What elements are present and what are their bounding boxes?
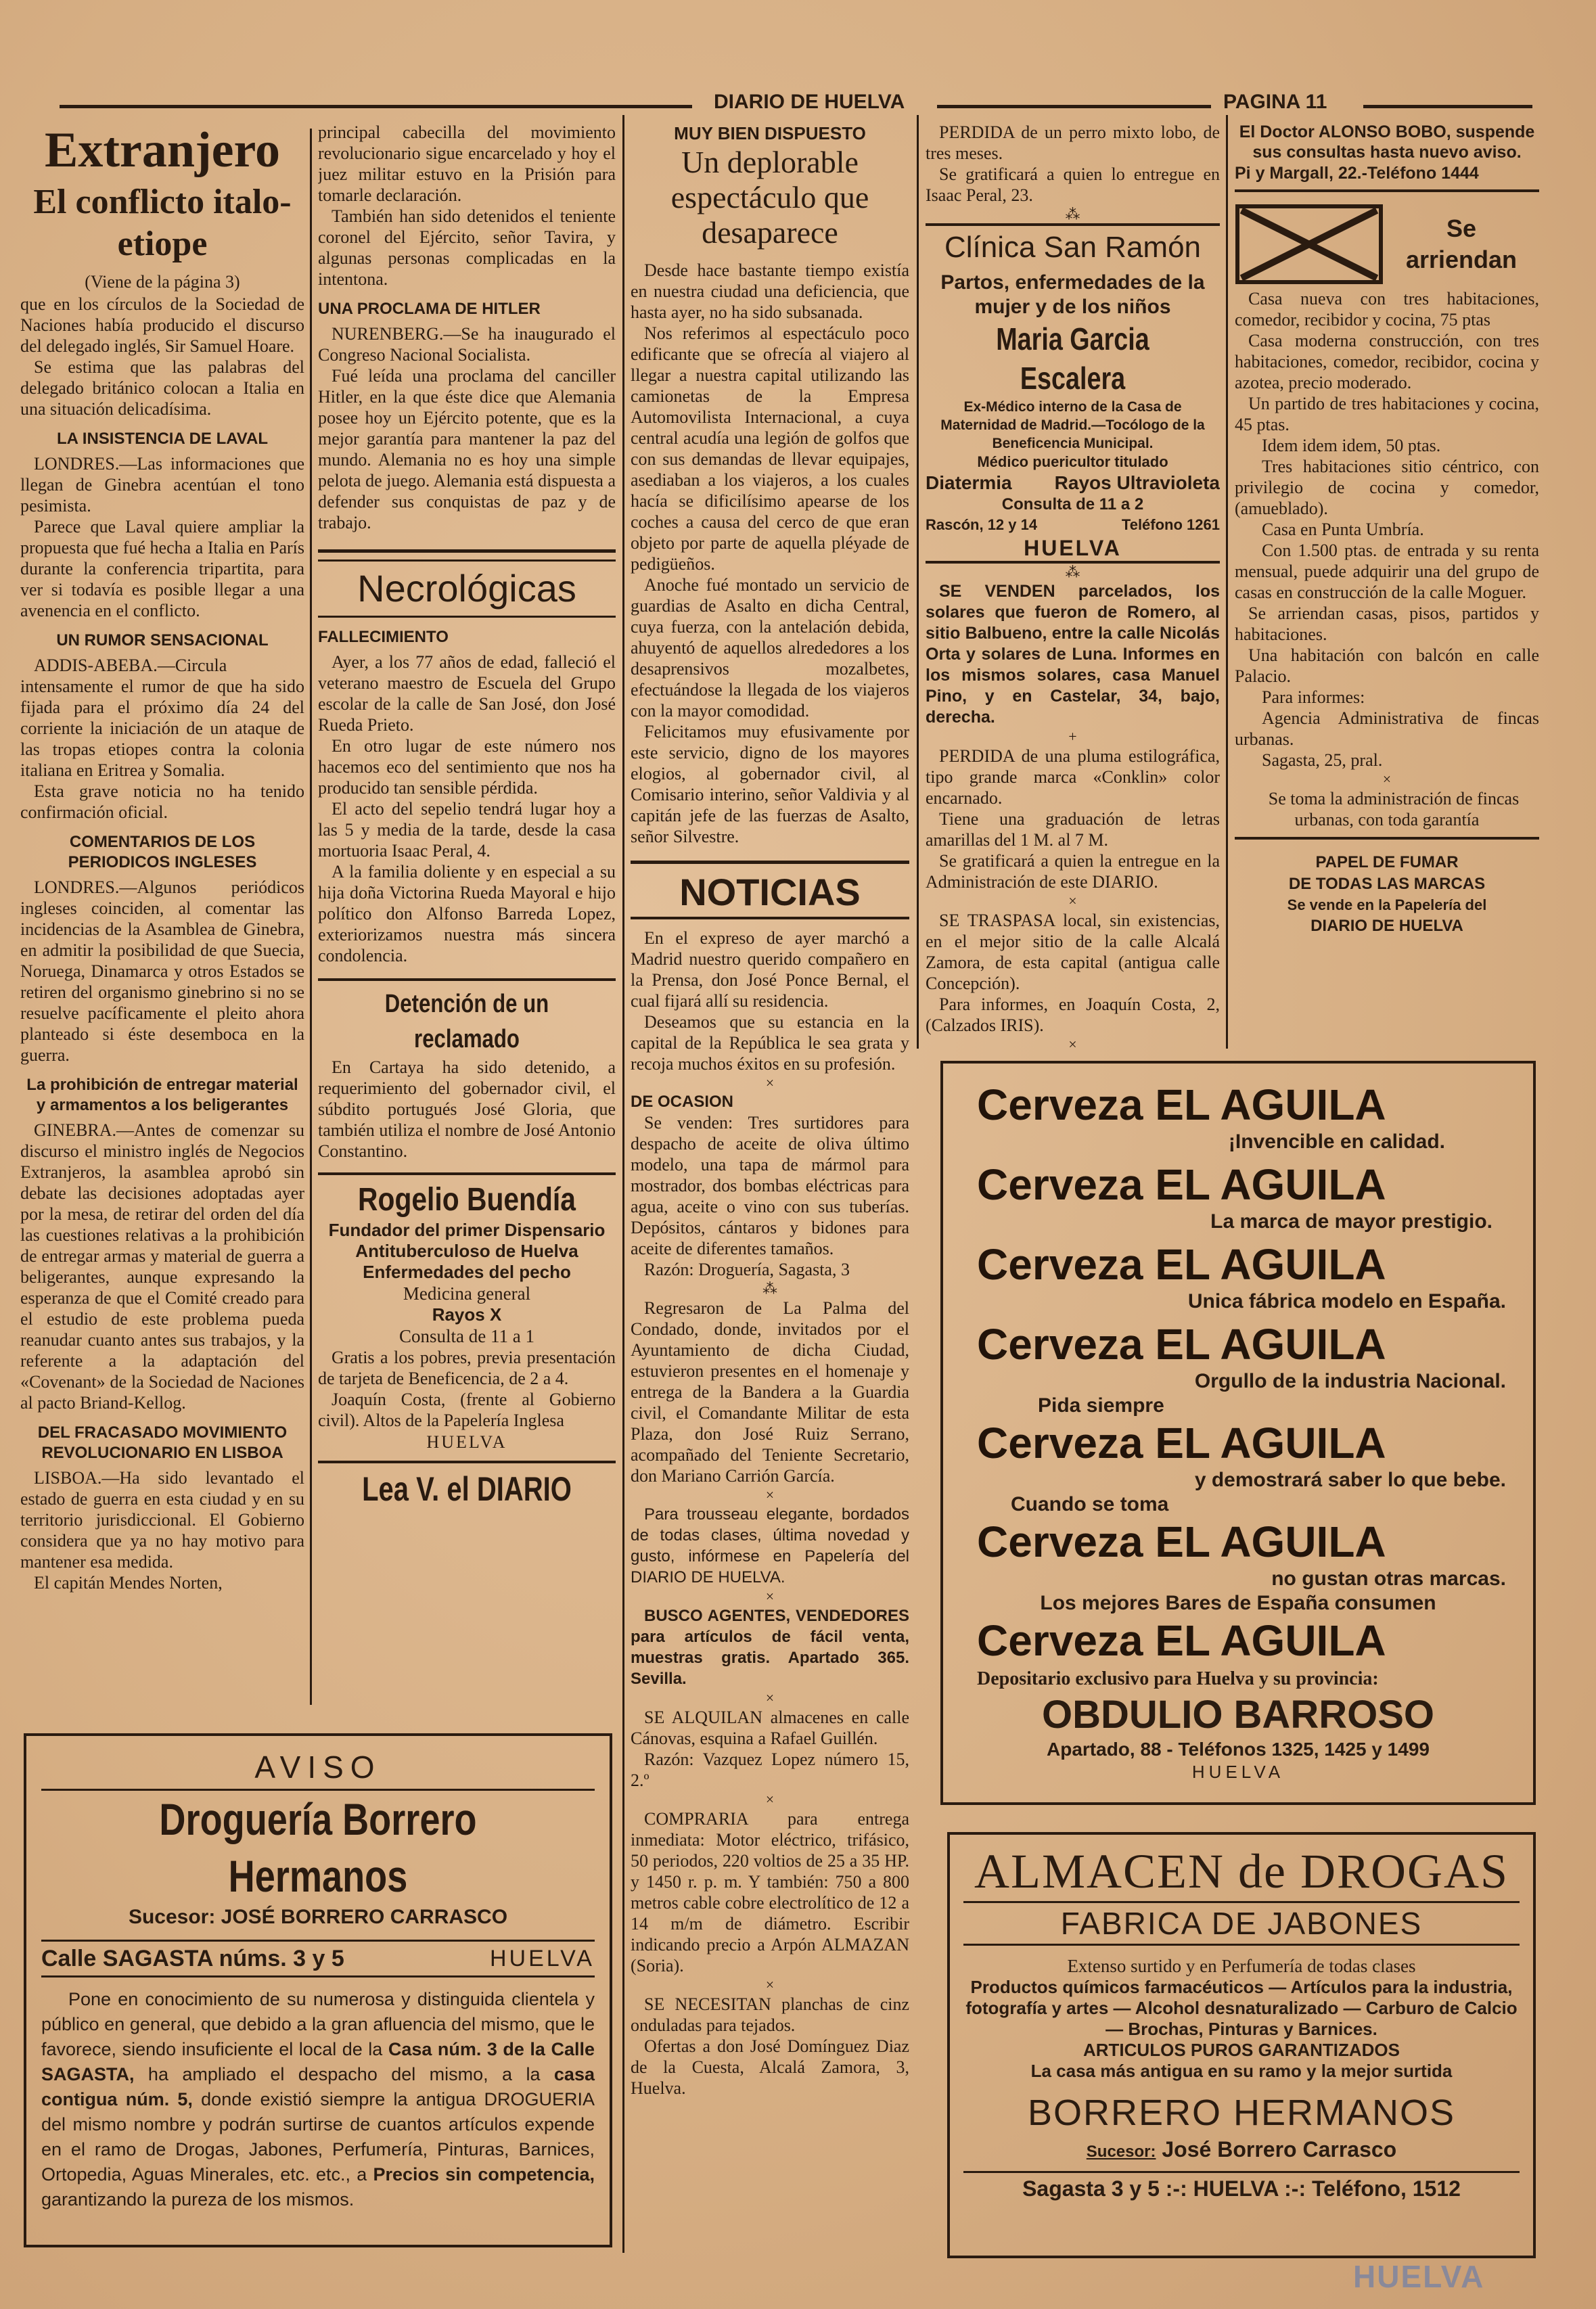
listing: Una habitación con balcón en calle Palacio. [1235,645,1539,686]
notice-bobo-address: Pi y Margall, 22.-Teléfono 1444 [1235,164,1479,183]
ad-brand: Cerveza EL AGUILA [977,1419,1386,1467]
listing: Con 1.500 ptas. de entrada y su renta mensual, puede adquirir una del grupo de casas en construcción de la calle Moguer. [1235,541,1539,602]
headline: Un deplorable espectáculo que desaparece [670,145,869,250]
ad-cerveza-aguila [940,1061,1536,1805]
arriendan-header [1235,200,1539,288]
aviso-sucesor: Sucesor: JOSÉ BORRERO CARRASCO [128,1906,508,1928]
paragraph: Fué leída una proclama del canciller Hitler, en la que éste dice que Alemania posee hoy un Ejército potente, que es la mejor garantía para mantener la paz del mundo. Alemania no es hoy una simple pelota de juego. Alemania está dispuesta a defender sus conquistas de paz y de trabajo. [318,366,616,532]
continuation: (Viene de la página 3) [85,272,240,292]
paragraph: Se estima que las palabras del delegado británico colocan a Italia en una situación delicadísima. [20,357,304,419]
ad-buendia-line: Fundador del primer Dispensario Antituberculoso de Huelva [328,1220,606,1261]
paragraph: Nos referimos al espectáculo poco edificante que se ofrecía al viajero al llegar a nuestra capital utilizando las camionetas de la Empresa Automovilista Internacional, a cuya central acudía una legión de golfos que con sus demandas de llevar equipajes, asediaban a los viajeros, a los cuales hacía se dificilísimo apearse de los coches a causa del cerco de que eran objeto por parte de aquella pléyade de pedigüeños. [631,323,909,574]
subhead: UNA PROCLAMA DE HITLER [318,300,541,318]
almacen-sucesor: José Borrero Carrasco [1162,2137,1397,2162]
almacen-line: Productos químicos farmacéuticos — Artículos para la industria, fotografía y artes — Alcohol desnaturalizado — Carburo de Calcio — Brochas, Pinturas y Barnices. [965,1977,1518,2039]
arriendan-se: Se [1446,214,1477,242]
arriendan-word: arriendan [1405,246,1518,273]
ad-tagline: Unica fábrica modelo en España. [1187,1290,1506,1312]
ad-apartado: Apartado, 88 - Teléfonos 1325, 1425 y 1499 [1047,1739,1430,1760]
almacen-line: Extenso surtido y en Perfumería de todas clases [1067,1956,1416,1976]
almacen-fabrica: FABRICA DE JABONES [963,1901,1520,1946]
listing: Idem idem idem, 50 ptas. [1262,436,1441,455]
aviso-text-part: garantizando la pureza de los mismos. [41,2189,355,2210]
listing: Se toma la administración de fincas urbanas, con toda garantía [1268,789,1520,829]
separator: × [765,1689,775,1706]
ad-buendia-city: HUELVA [426,1432,507,1452]
almacen-sucesor-row [963,2136,1520,2166]
ad-brand: Cerveza EL AGUILA [977,1320,1386,1369]
paragraph: Se gratificará a quien la entregue en la Administración de este DIARIO. [926,851,1220,892]
paragraph: También han sido detenidos el teniente coronel del Ejército, señor Tavira, y algunas personas complicadas en la intentona. [318,206,616,289]
subhead: LA INSISTENCIA DE LAVAL [57,430,268,448]
paragraph: principal cabecilla del movimiento revolucionario sigue encarcelado y hoy el juez militar estuvo en la Prisión para tomarle declaración. [318,122,616,205]
ad-tagline: Orgullo de la industria Nacional. [1194,1370,1506,1392]
column-two [318,122,616,1705]
separator: ⁂ [1065,564,1080,580]
column-rule [622,115,624,2253]
paragraph: Desde hace bastante tiempo existía en nuestra ciudad una deficiencia, que hasta ayer, no ha sido subsanada. [631,260,909,322]
aviso-text-part: Pone en conocimiento de su numerosa y distinguida clientela y público en general, que debido a la gran afluencia del mismo, que le favorece, siendo insuficiente el local de la [41,1989,595,2059]
ad-buendia-text: Gratis a los pobres, previa presentación de tarjeta de Beneficencia, de 2 a 4. [318,1348,616,1388]
clinica-title: Clínica San Ramón [926,223,1220,267]
paragraph: Felicitamos muy efusivamente por este servicio, digno de los mayores elogios, al gobernador civil, al Comisario interino, señor Valdivia y al capitán jefe de las fuerzas de Asalto, señor Silvestre. [631,722,909,846]
ad-buendia-line: Medicina general [403,1283,531,1304]
paragraph: Se gratificará a quien lo entregue en Isaac Peral, 23. [926,164,1220,205]
separator: × [765,1588,775,1605]
paragraph: Se venden: Tres surtidores para despacho de aceite de oliva último modelo, una tapa de mármol para mostrador, dos bombas eléctricas para agua, aceite o vino con sus tuberías. Depósitos, cántaros y bidones para aceite de diferentes tamaños. [631,1113,909,1258]
header-rule-far [1363,105,1532,108]
separator: × [765,1074,775,1091]
ad-brand: Cerveza EL AGUILA [977,1240,1386,1289]
divider [318,549,616,553]
paragraph: A la familia doliente y en especial a su hija doña Victorina Rueda Mayoral e hijo político don Alfonso Barreda Lopez, exteriorizamos nuestra más sincera condolencia. [318,862,616,965]
separator: × [765,1791,775,1808]
papel-line: DIARIO DE HUELVA [1310,917,1463,935]
ad-brand: Cerveza EL AGUILA [977,1616,1386,1665]
aviso-text-bold: Precios sin competencia, [373,2164,595,2185]
ad-tagline: no gustan otras marcas. [1271,1568,1506,1590]
separator: ⁂ [1065,206,1080,223]
paragraph: Ofertas a don José Domínguez Diaz de la Cuesta, Alcalá Zamora, 3, Huelva. [631,2036,909,2098]
paragraph: Anoche fué montado un servicio de guardias de Asalto en dicha Central, cuya fuerza, con la antelación debida, ahuyentó de aquellos alrededores a los desaprensivos mozalbetes, efectuándose la llegada de los viajeros con la mayor comodidad. [631,575,909,721]
separator: × [765,1486,775,1503]
paragraph: SE ALQUILAN almacenes en calle Cánovas, esquina a Rafael Guillén. [631,1708,909,1748]
paragraph: LONDRES.—Algunos periódicos ingleses coinciden, al comentar las incidencias de la Asamblea de Ginebra, en admitir la posibilidad de que Suecia, Noruega, Dinamarca y otros Estados se retiren del organismo ginebrino si no se resuelve pacíficamente el pleito ahora planteado si éste desemboca en la guerra. [20,877,304,1065]
clinica-line: Partos, enfermedades de la mujer y de los niños [940,271,1205,318]
almacen-line: La casa más antigua en su ramo y la mejor surtida [1030,2061,1453,2081]
paragraph: En el expreso de ayer marchó a Madrid nuestro querido compañero en la Prensa, don José Ponce Bernal, el cual fijará allí su residencia. [631,928,909,1011]
detencion-title: Detención de un reclamado [384,990,549,1053]
paragraph: PERDIDA de un perro mixto lobo, de tres meses. [926,122,1220,163]
ad-tagline: Pida siempre [1038,1394,1164,1417]
separator: + [1068,728,1077,745]
papel-line: Se vende en la Papelería del [1287,896,1487,913]
paragraph: Razón: Droguería, Sagasta, 3 [644,1260,850,1279]
listing: Casa en Punta Umbría. [1262,520,1424,539]
masthead: DIARIO DE HUELVA [714,91,905,113]
divider [1235,189,1539,192]
lea-el-diario: Lea V. el DIARIO [362,1470,572,1508]
paragraph: COMPRARIA para entrega inmediata: Motor eléctrico, trifásico, 50 periodos, 220 voltios de 25 a 35 HP. y 1450 r. p. m. Y también: 750 a 800 metros cable cobre electrolítico de 12 a 14 m/m de diámetro. Escribir indicando precio a Arpón ALMAZAN (Soria). [631,1809,909,1975]
kicker: MUY BIEN DISPUESTO [674,123,866,143]
ad-brand: Cerveza EL AGUILA [977,1517,1386,1566]
necrologicas-title: Necrológicas [318,559,616,618]
almacen-title: ALMACEN de DROGAS [974,1844,1509,1898]
arriendan-title [1384,213,1539,275]
subhead: UN RUMOR SENSACIONAL [56,631,269,649]
listing: Casa nueva con tres habitaciones, comedor, recibidor y cocina, 75 ptas [1235,289,1539,329]
separator: × [1068,1036,1077,1049]
paragraph: En otro lugar de este número nos hacemos eco del sentimiento que nos ha producido tan sensible pérdida. [318,736,616,798]
paragraph: NURENBERG.—Se ha inaugurado el Congreso Nacional Socialista. [318,324,616,365]
paragraph: En Cartaya ha sido detenido, a requerimiento del gobernador civil, el súbdito portugués José Gloria, que también utiliza el nombre de José Antonio Constantino. [318,1057,616,1161]
ad-tagline: y demostrará saber lo que bebe. [1194,1469,1506,1491]
listing: Para informes: [1262,687,1365,707]
ad-depositario: Depositario exclusivo para Huelva y su provincia: [977,1668,1379,1689]
listing: Sagasta, 25, pral. [1262,750,1383,770]
paragraph: que en los círculos de la Sociedad de Naciones había producido el discurso del delegado inglés, Sir Samuel Hoare. [20,294,304,356]
ad-brand: Cerveza EL AGUILA [977,1160,1386,1209]
divider [318,978,616,981]
ad-tagline: La marca de mayor prestigio. [1210,1210,1492,1233]
almacen-address: Sagasta 3 y 5 :-: HUELVA :-: Teléfono, 1512 [963,2171,1520,2204]
ad-tagline: Los mejores Bares de España consumen [1040,1592,1436,1614]
listing: Casa moderna construcción, con tres habitaciones, comedor, recibidor, cocina y azotea, precio moderado. [1235,331,1539,392]
aviso-name: Droguería Borrero Hermanos [159,1794,477,1901]
clinica-services [926,472,1220,495]
almacen-sucesor-label: Sucesor: [1086,2143,1156,2161]
ad-buendia-line: Consulta de 11 a 1 [399,1326,534,1346]
divider [631,861,909,864]
clinica-line: Consulta de 11 a 2 [1001,495,1144,513]
header-rule-left [60,105,692,108]
paragraph: Deseamos que su estancia en la capital de la República le sea grata y recoja muchos éxitos en su profesión. [631,1012,909,1074]
paragraph: LONDRES.—Las informaciones que llegan de Ginebra acentúan el tono pesimista. [20,454,304,516]
column-rule [917,115,919,1049]
clinica-address [926,515,1220,535]
aviso-calle: Calle SAGASTA núms. 3 y 5 [41,1946,344,1971]
subhead: La prohibición de entregar material y armamentos a los beligerantes [26,1076,298,1114]
almacen-name: BORRERO HERMANOS [1027,2093,1456,2133]
paragraph: SE TRASPASA local, sin existencias, en el mejor sitio de la calle Alcalá Zamora, de esta capital (antigua calle Concepción). [926,911,1220,993]
clinica-doctor: Maria Garcia Escalera [996,321,1149,396]
papel-line: DE TODAS LAS MARCAS [1288,875,1486,893]
paragraph: El acto del sepelio tendrá lugar hoy a las 5 y media de la tarde, desde la casa mortuoria Isaac Peral, 4. [318,799,616,861]
paragraph: ADDIS-ABEBA.—Circula intensamente el rumor de que ha sido fijada para el próximo día 24 del corriente la iniciación de un ataque de las tropas etiopes contra la colonia italiana en Eritrea y Somalia. [20,656,304,780]
separator: × [1382,771,1392,787]
listing: Tres habitaciones sitio céntrico, con privilegio de cocina y comedor, (amueblado). [1235,457,1539,518]
column-rule [1226,115,1228,1049]
listing: Un partido de tres habitaciones y cocina, 45 ptas. [1235,394,1539,434]
paragraph: Ayer, a los 77 años de edad, falleció el veterano maestro de Escuela del Grupo escolar de la calle de San José, don José Rueda Prieto. [318,652,616,735]
subhead: DE OCASION [631,1093,734,1111]
paragraph: SE VENDEN parcelados, los solares que fueron de Romero, al sitio Balbueno, entre la calle Nicolás Orta y solares de Luna. Informes en los mismos solares, casa Manuel Pino, y en Castelar, 34, bajo, derecha. [926,582,1220,727]
aviso-text [41,1987,595,2212]
divider [1235,837,1539,840]
page-number: PAGINA 11 [1223,91,1327,113]
paragraph: BUSCO AGENTES, VENDEDORES para artículos de fácil venta, muestras gratis. Apartado 365. Sevilla. [631,1607,909,1688]
ad-buendia-name: Rogelio Buendía [358,1182,576,1218]
divider [318,1172,616,1175]
clinica-phone: Teléfono 1261 [1121,516,1220,533]
clinica-line: Médico puericultor titulado [977,453,1168,470]
aviso-text-part: donde existió siempre la antigua DROGUERIA del mismo nombre y podrán surtirse de cuantos artículos expende en el ramo de Drogas, Jabones, Perfumería, Pinturas, Barnices, Ortopedia, Aguas Minerales, etc. etc., a [41,2089,595,2185]
listing: Agencia Administrativa de fincas urbanas. [1235,708,1539,749]
column-rule [310,129,312,1705]
header-rule-right [937,105,1211,108]
column-four [926,122,1220,1049]
section-title: Extranjero [45,122,280,178]
column-extranjero [20,122,304,1705]
papel-line: PAPEL DE FUMAR [1315,853,1459,871]
column-five [1235,122,1539,1049]
clinica-line: Ex-Médico interno de la Casa de Maternidad de Madrid.—Tocólogo de la Beneficencia Municipal. [940,399,1205,451]
watermark-huelva: HUELVA [1353,2259,1485,2294]
clinica-street: Rascón, 12 y 14 [926,516,1038,533]
noticias-title: NOTICIAS [631,868,909,919]
paragraph: Razón: Vazquez Lopez número 15, 2.º [631,1750,909,1790]
ad-brand: Cerveza EL AGUILA [977,1080,1386,1129]
separator: ⁂ [762,1280,777,1297]
column-three [631,122,909,2253]
ad-aviso-borrero [24,1733,612,2247]
paragraph: Para informes, en Joaquín Costa, 2, (Calzados IRIS). [926,995,1220,1035]
paragraph: GINEBRA.—Antes de comenzar su discurso el ministro inglés de Negocios Extranjeros, la asamblea aprobó sin debate las decisiones adoptadas ayer por la mesa, de retirar del orden del día las cuestiones relativas a la prohibición de entregar armas y material de guerra a beligerantes, aunque expresando la esperanza de que el Comité creado para el estudio de este problema pueda reanudar cuanto antes sus trabajos, y la referente a la adaptación del «Covenant» de la Sociedad de Naciones al pacto Briand-Kellog. [20,1120,304,1413]
separator: × [1068,892,1077,909]
paragraph: PERDIDA de una pluma estilográfica, tipo grande marca «Conklin» color encarnado. [926,746,1220,808]
ad-tagline: Cuando se toma [1011,1493,1169,1515]
ad-city: HUELVA [1191,1762,1285,1782]
ad-tagline: ¡Invencible en calidad. [1228,1130,1445,1153]
subhead: FALLECIMIENTO [318,628,449,646]
clinica-city: HUELVA [926,535,1220,564]
aviso-title: AVISO [41,1748,595,1791]
separator: × [765,1976,775,1993]
almacen-line: ARTICULOS PUROS GARANTIZADOS [1083,2040,1400,2060]
subhead: DEL FRACASADO MOVIMIENTO REVOLUCIONARIO EN LISBOA [37,1423,288,1462]
paragraph: El capitán Mendes Norten, [34,1573,223,1593]
ad-buendia-line: Rayos X [432,1304,502,1325]
ad-buendia-text: Joaquín Costa, (frente al Gobierno civil). Altos de la Papelería Inglesa [318,1390,616,1430]
clinica-service: Diatermia [926,472,1012,493]
paragraph: LISBOA.—Ha sido levantado el estado de guerra en esta ciudad y en su territorio jurisdiccional. El Gobierno considera que ya no hay motivo para mantener esa medida. [20,1468,304,1572]
notice-bobo: El Doctor ALONSO BOBO, suspende sus consultas hasta nuevo aviso. [1239,122,1535,162]
paragraph: Tiene una graduación de letras amarillas del 1 M. al 7 M. [926,809,1220,850]
divider [318,1461,616,1463]
aviso-city: HUELVA [489,1946,595,1971]
paragraph: Regresaron de La Palma del Condado, donde, invitados por el Ayuntamiento de dicha Ciudad, estuvieron presentes en el homenaje y entrega de la Bandera a la Guardia civil, el Comandante Militar de esta Plaza, don José Ruiz Serrano, acompañado del Teniente Secretario, don Mariano Carrión García. [631,1298,909,1486]
aviso-address-row [41,1940,595,1977]
paragraph: Para trousseau elegante, bordados de todas clases, última novedad y gusto, infórmese en Papelería del DIARIO DE HUELVA. [631,1505,909,1586]
listing: Se arriendan casas, pisos, partidos y habitaciones. [1235,603,1539,644]
subhead: COMENTARIOS DE LOS PERIODICOS INGLESES [68,833,257,871]
ad-buendia-line: Enfermedades del pecho [363,1262,571,1282]
headline: El conflicto italo-etiope [33,183,292,263]
aviso-text-part: ha ampliado el despacho del mismo, a la [147,2064,541,2084]
aviso-text-bold: casa contigua núm. 5, [41,2064,595,2109]
paragraph: SE NECESITAN planchas de cinz onduladas para tejados. [631,1994,909,2035]
paragraph: Parece que Laval quiere ampliar la propuesta que fué hecha a Italia en París durante la conferencia tripartita, para ver si todavía es posible llegar a una avenencia en el conflicto. [20,517,304,620]
paragraph: Esta grave noticia no ha tenido confirmación oficial. [20,781,304,822]
crossed-box-icon [1235,204,1384,285]
ad-almacen-drogas [947,1832,1536,2258]
clinica-service: Rayos Ultravioleta [1054,472,1220,493]
aviso-text-bold: Casa núm. 3 de la Calle SAGASTA, [41,2039,595,2084]
ad-obdulio: OBDULIO BARROSO [1042,1693,1434,1737]
